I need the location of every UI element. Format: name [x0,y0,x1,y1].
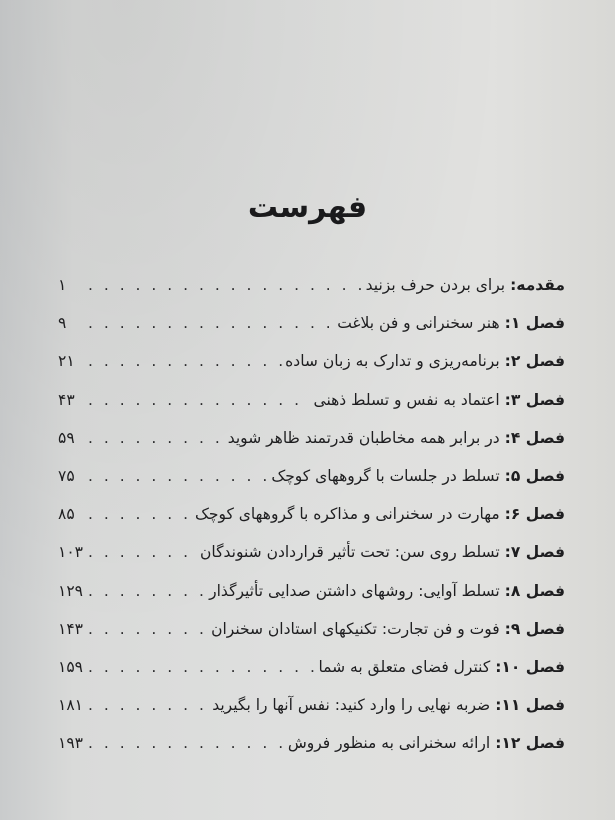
toc-entry-title: برای بردن حرف بزنید [365,276,506,294]
toc-entry-title: ضربه نهایی را وارد کنید: نفس آنها را بگیرید [212,696,491,715]
toc-entry-title: اعتماد به نفس و تسلط ذهنی [313,390,500,409]
table-of-contents [58,266,565,762]
toc-entry-page: ۱۹۳ [58,734,83,753]
toc-entry-title: در برابر همه مخاطبان قدرتمند ظاهر شوید [227,428,500,447]
dot-leader [86,419,225,457]
toc-entry-label: فصل ۴: [504,428,565,447]
toc-entry-page: ۱ [58,276,67,294]
dot-leader [86,648,315,686]
dot-leader [86,266,363,304]
dot-leader [86,381,311,419]
toc-entry-label: مقدمه: [510,276,565,294]
toc-entry-chapter-5 [58,457,565,495]
toc-entry-page: ۷۵ [58,466,75,485]
toc-entry-title: کنترل فضای متعلق به شما [318,657,491,676]
toc-entry-chapter-2 [58,342,565,380]
toc-entry-label: فصل ۵: [504,466,565,485]
toc-entry-page: ۴۳ [58,390,75,409]
toc-entry-label: فصل ۸: [504,581,565,600]
toc-entry-label: فصل ۱: [504,314,565,333]
toc-entry-page: ۱۵۹ [58,657,83,676]
dot-leader [86,495,192,533]
toc-entry-chapter-3 [58,381,565,419]
dot-leader [86,342,282,380]
toc-entry-page: ۵۹ [58,428,75,447]
dot-leader [86,533,197,571]
toc-entry-title: مهارت در سخنرانی و مذاکره با گروههای کوچک [195,505,500,524]
toc-entry-chapter-1 [58,304,565,342]
toc-entry-chapter-8 [58,572,565,610]
dot-leader [86,457,268,495]
toc-entry-label: فصل ۶: [504,505,565,524]
toc-entry-label: فصل ۱۲: [495,734,565,753]
toc-entry-page: ۱۰۳ [58,543,83,562]
toc-entry-chapter-6 [58,495,565,533]
toc-entry-chapter-11 [58,686,565,724]
dot-leader [86,686,209,724]
toc-entry-title: هنر سخنرانی و فن بلاغت [337,314,500,333]
toc-entry-title: برنامه‌ریزی و تدارک به زبان ساده [285,352,500,371]
toc-entry-title: ارائه سخنرانی به منظور فروش [287,734,491,753]
toc-entry-chapter-9 [58,610,565,648]
toc-entry-title: تسلط در جلسات با گروههای کوچک [271,466,500,485]
toc-entry-label: فصل ۱۰: [495,657,565,676]
toc-entry-chapter-10 [58,648,565,686]
toc-entry-label: فصل ۱۱: [495,696,565,715]
dot-leader [86,610,208,648]
toc-entry-page: ۱۲۹ [58,581,83,600]
toc-entry-label: فصل ۹: [504,619,565,638]
toc-entry-chapter-7 [58,533,565,571]
toc-entry-label: فصل ۷: [504,543,565,562]
toc-entry-title: فوت و فن تجارت: تکنیکهای استادان سخنران [211,619,500,638]
dot-leader [86,572,206,610]
toc-entry-title: تسلط آوایی: روشهای داشتن صدایی تأثیرگذار [209,581,500,600]
toc-entry-label: فصل ۲: [504,352,565,371]
toc-entry-chapter-12 [58,724,565,762]
toc-entry-page: ۲۱ [58,352,75,371]
toc-entry-label: فصل ۳: [504,390,565,409]
dot-leader [86,304,334,342]
toc-entry-page: ۸۵ [58,505,75,524]
dot-leader [86,724,285,762]
toc-entry-intro [58,266,565,304]
toc-heading: فهرست [247,190,368,225]
toc-entry-page: ۹ [58,314,67,333]
toc-entry-page: ۱۸۱ [58,696,83,715]
toc-entry-chapter-4 [58,419,565,457]
toc-entry-page: ۱۴۳ [58,619,83,638]
toc-entry-title: تسلط روی سن: تحت تأثیر قراردادن شنوندگان [200,543,500,562]
